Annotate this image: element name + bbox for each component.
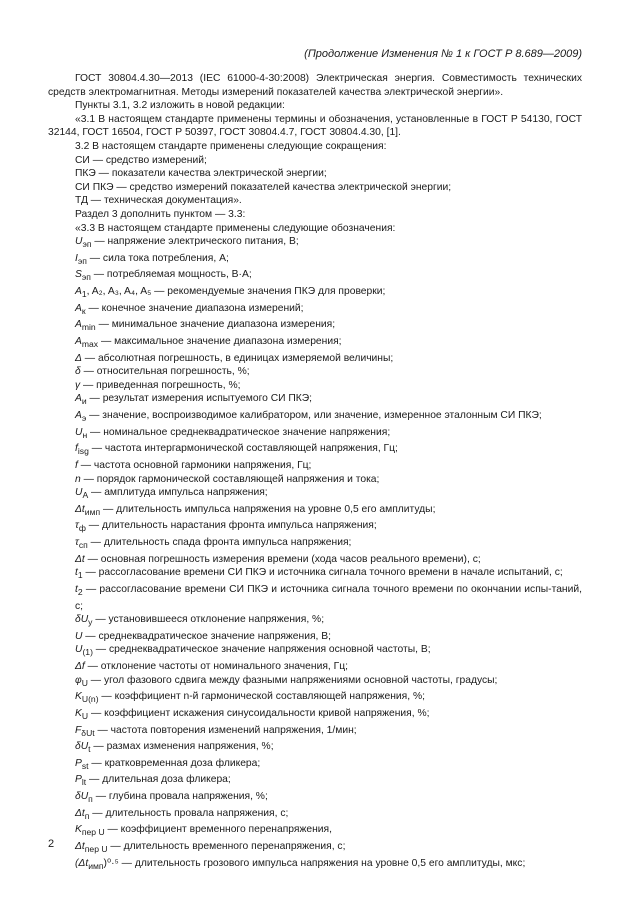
symbol-definition: [48, 553, 582, 567]
symbol-description: — значение, воспроизводимое калибратором, или значение, измеренное эталонным СИ ПКЭ;: [86, 410, 542, 422]
symbol-definition: [48, 724, 582, 741]
symbol-definition: [48, 392, 582, 409]
symbol-definition: [48, 365, 582, 379]
abbrev-si-pke: СИ ПКЭ — средство измерений показателей качества электрической энергии;: [75, 181, 452, 193]
symbol-subscript: 1: [81, 289, 87, 300]
symbol-description: )⁰·⁵ — длительность грозового импульса напряжения на уровне 0,5 его амплитуды, мкс;: [103, 857, 526, 869]
symbol-description: — конечное значение диапазона измерений;: [85, 302, 304, 314]
symbol-subscript: y: [88, 617, 93, 628]
symbol-description: — абсолютная погрешность, в единицах измеряемой величины;: [81, 352, 394, 364]
symbol-definition: [48, 583, 582, 613]
symbol: t: [75, 583, 78, 595]
symbol-description: — номинальное среднеквадратическое значение напряжения;: [87, 426, 391, 438]
symbol-description: — приведенная погрешность, %;: [80, 379, 241, 391]
symbol: Δt: [75, 503, 85, 515]
symbol-definition: [48, 707, 582, 724]
symbol: δU: [75, 614, 89, 626]
symbol: A: [75, 286, 82, 298]
symbol: A: [75, 410, 82, 422]
symbol-subscript: st: [81, 760, 89, 771]
symbol-subscript: пер U: [84, 844, 108, 855]
symbol-description: — амплитуда импульса напряжения;: [88, 487, 268, 499]
symbol-definition: [48, 318, 582, 335]
symbol-definition: [48, 740, 582, 757]
symbol: I: [75, 252, 78, 264]
symbol-subscript: t: [88, 744, 91, 755]
symbol: (Δt: [75, 857, 89, 869]
symbol-subscript: U(n): [81, 694, 99, 705]
symbol-subscript: н: [82, 429, 88, 440]
paragraph-items-3-1-3-2: Пункты 3.1, 3.2 изложить в новой редакции:: [75, 100, 285, 112]
symbol-description: — установившееся отклонение напряжения, %;: [92, 614, 325, 626]
symbol-definition: [48, 630, 582, 644]
symbol: U: [75, 487, 83, 499]
symbol-subscript: 2: [77, 586, 83, 597]
symbol-description: — среднеквадратическое значение напряжения основной частоты, В;: [92, 644, 431, 656]
symbol: A: [75, 302, 82, 314]
symbol-definition: [48, 757, 582, 774]
symbol-subscript: δUt: [81, 727, 95, 738]
symbol: Δf: [75, 661, 85, 673]
page-header: (Продолжение Изменения № 1 к ГОСТ Р 8.689—2009): [304, 48, 582, 60]
symbol-subscript: сп: [78, 540, 88, 551]
symbol-definition: [48, 302, 582, 319]
symbol: A: [75, 335, 82, 347]
symbol-definition: [48, 335, 582, 352]
symbol-definition: [48, 409, 582, 426]
symbol: K: [75, 707, 82, 719]
symbol-definition: [48, 379, 582, 393]
symbol-definition: [48, 857, 582, 874]
symbol-description: — длительность спада фронта импульса напряжения;: [87, 537, 352, 549]
symbol-definition: [48, 773, 582, 790]
symbol-definition: [48, 823, 582, 840]
symbol-definition: [48, 660, 582, 674]
symbol: f: [75, 459, 78, 471]
symbol: U: [75, 426, 83, 438]
symbol-subscript: max: [81, 339, 99, 350]
symbol-subscript: имп: [84, 506, 101, 517]
paragraph-gost-reference: ГОСТ 30804.4.30—2013 (IEC 61000-4-30:2008) Электрическая энергия. Совместимость технических средств электромагнитная. Методы измерений показателей качества электрической энергии».: [48, 73, 582, 98]
symbol-description: , A₂, A₃, A₄, A₅ — рекомендуемые значения ПКЭ для проверки;: [86, 286, 386, 298]
paragraph-3-2: 3.2 В настоящем стандарте применены следующие сокращения:: [75, 140, 387, 152]
symbol-description: — рассогласование времени СИ ПКЭ и источника сигнала точного времени в начале испытаний, с;: [82, 567, 563, 579]
symbol-subscript: U: [81, 710, 89, 721]
symbol-definition: [48, 613, 582, 630]
symbol-description: — длительная доза фликера;: [86, 774, 231, 786]
symbol-definition: [48, 790, 582, 807]
symbol-definition: [48, 536, 582, 553]
symbol: n: [75, 473, 81, 485]
symbol-description: — размах изменения напряжения, %;: [90, 741, 274, 753]
symbol-description: — результат измерения испытуемого СИ ПКЭ;: [86, 393, 313, 405]
paragraph-3-3: «3.3 В настоящем стандарте применены следующие обозначения:: [75, 222, 396, 234]
symbol-description: — порядок гармонической составляющей напряжения и тока;: [80, 473, 380, 485]
symbol: Δt: [75, 553, 85, 565]
symbol: t: [75, 567, 78, 579]
symbol: F: [75, 724, 82, 736]
symbol-definition: [48, 643, 582, 660]
symbol-subscript: 1: [77, 570, 83, 581]
symbol-definition: [48, 426, 582, 443]
symbol: A: [75, 319, 82, 331]
symbol: P: [75, 774, 82, 786]
symbol-definition: [48, 503, 582, 520]
symbol: Δt: [75, 841, 85, 853]
abbrev-pke: ПКЭ — показатели качества электрической энергии;: [75, 168, 327, 180]
symbol: δU: [75, 791, 89, 803]
symbol-subscript: lt: [81, 777, 87, 788]
symbol-subscript: A: [82, 490, 89, 501]
symbol-definition: [48, 235, 582, 252]
symbol-definition: [48, 252, 582, 269]
symbol: K: [75, 824, 82, 836]
symbol-subscript: (1): [82, 647, 93, 658]
symbol-subscript: п: [88, 794, 93, 805]
symbol-subscript: isg: [77, 446, 89, 457]
symbol-subscript: ф: [78, 523, 86, 534]
symbol: δ: [75, 366, 81, 378]
symbol: δU: [75, 741, 89, 753]
symbol: K: [75, 691, 82, 703]
symbol-description: — относительная погрешность, %;: [80, 366, 250, 378]
symbol-description: — потребляемая мощность, В·А;: [90, 269, 252, 281]
symbol: P: [75, 757, 82, 769]
symbol: γ: [75, 379, 81, 391]
symbol-definition: [48, 473, 582, 487]
symbol-description: — коэффициент временного перенапряжения,: [104, 824, 332, 836]
symbol-definition: [48, 442, 582, 459]
symbol-subscript: эп: [82, 239, 92, 250]
symbol-subscript: эп: [77, 255, 87, 266]
symbol-description: — угол фазового сдвига между фазными напряжениями основной частоты, градусы;: [87, 674, 498, 686]
symbol: Δt: [75, 807, 85, 819]
symbol-description: — длительность импульса напряжения на уровне 0,5 его амплитуды;: [100, 503, 436, 515]
symbol: A: [75, 393, 82, 405]
symbol-description: — максимальное значение диапазона измерения;: [98, 335, 342, 347]
symbol-definition: [48, 459, 582, 473]
abbrev-td: ТД — техническая документация».: [75, 195, 242, 207]
symbol: U: [75, 236, 83, 248]
symbol-subscript: эп: [81, 272, 91, 283]
symbol-description: — длительность провала напряжения, с;: [89, 807, 289, 819]
symbol: τ: [75, 520, 79, 532]
symbol-subscript: имп: [88, 860, 104, 871]
page-number: 2: [48, 838, 55, 850]
document-body: [48, 72, 582, 873]
symbol-subscript: и: [81, 396, 87, 407]
symbol-definition: [48, 807, 582, 824]
symbol-definition: [48, 519, 582, 536]
symbol-description: — коэффициент n-й гармонической составляющей напряжения, %;: [98, 691, 425, 703]
symbol: U: [75, 644, 83, 656]
symbol: φ: [75, 674, 82, 686]
symbol-description: — рассогласование времени СИ ПКЭ и источника сигнала точного времени по окончании испы-таний, с;: [75, 583, 582, 612]
symbol-description: — частота основной гармоники напряжения, Гц;: [77, 459, 312, 471]
symbol-definition: [48, 268, 582, 285]
symbol-description: — частота повторения изменений напряжения, 1/мин;: [94, 724, 357, 736]
symbol-definition: [48, 486, 582, 503]
symbol-definition: [48, 566, 582, 583]
symbol-definition: [48, 285, 582, 302]
symbol: f: [75, 443, 78, 455]
symbol-subscript: min: [81, 322, 96, 333]
symbol: Δ: [75, 352, 82, 364]
abbrev-si: СИ — средство измерений;: [75, 154, 207, 166]
symbol-subscript: U: [81, 677, 88, 688]
symbol-description: — глубина провала напряжения, %;: [92, 791, 268, 803]
symbol: τ: [75, 537, 79, 549]
symbol-definition: [48, 352, 582, 366]
paragraph-3-1: «3.1 В настоящем стандарте применены термины и обозначения, установленные в ГОСТ Р 54130, ГОСТ 32144, ГОСТ 16504, ГОСТ Р 50397, ГОСТ 30804.4.7, ГОСТ 30804.4.30, [1].: [48, 113, 582, 139]
symbol-description: — напряжение электрического питания, В;: [91, 236, 299, 248]
symbol-description: — сила тока потребления, А;: [86, 252, 229, 264]
symbol-description: — длительность нарастания фронта импульса напряжения;: [85, 520, 377, 532]
symbol-description: — основная погрешность измерения времени (хода часов реального времени), с;: [84, 553, 481, 565]
symbol-description: — среднеквадратическое значение напряжения, В;: [82, 630, 331, 642]
symbol: U: [75, 630, 83, 642]
symbol-description: — минимальное значение диапазона измерения;: [95, 319, 336, 331]
paragraph-section-3: Раздел 3 дополнить пунктом — 3.3:: [75, 208, 246, 220]
symbol-description: — отклонение частоты от номинального значения, Гц;: [84, 661, 348, 673]
symbol: S: [75, 269, 82, 281]
symbol-subscript: к: [81, 305, 86, 316]
symbol-description: — коэффициент искажения синусоидальности кривой напряжения, %;: [88, 707, 430, 719]
symbol-description: — частота интергармонической составляющей напряжения, Гц;: [88, 443, 398, 455]
symbol-description: — длительность временного перенапряжения, с;: [107, 841, 346, 853]
symbol-subscript: п: [84, 810, 90, 821]
symbol-description: — кратковременная доза фликера;: [88, 757, 261, 769]
symbol-definition: [48, 840, 582, 857]
symbol-subscript: пер U: [81, 827, 105, 838]
symbol-list: [48, 235, 582, 873]
symbol-subscript: э: [81, 413, 87, 424]
symbol-definition: [48, 674, 582, 691]
symbol-definition: [48, 690, 582, 707]
